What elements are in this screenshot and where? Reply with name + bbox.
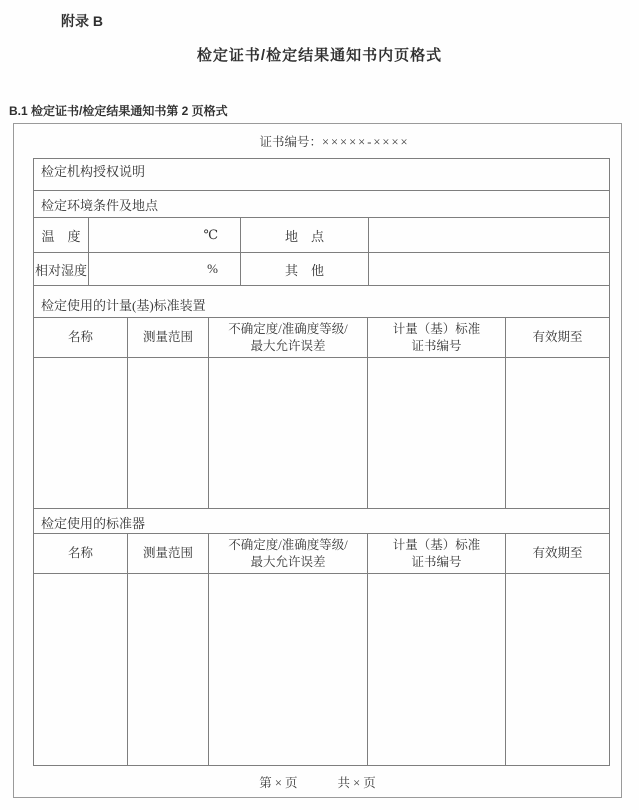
temperature-row <box>34 218 609 253</box>
certificate-number-value: ×××××-×××× <box>321 135 410 149</box>
standards-instrument-section-label: 检定使用的标准器 <box>41 516 146 531</box>
instrument-valid-until-cell <box>506 574 609 765</box>
standards-device-header-row <box>34 318 609 358</box>
certificate-number-label: 证书编号： <box>259 135 322 149</box>
header-uncertainty <box>209 318 368 357</box>
header-standard-cert-line1: 计量（基）标准 <box>392 321 481 336</box>
temperature-label-cell: 温 度 <box>34 218 89 252</box>
header2-valid-until <box>506 534 609 573</box>
environment-row <box>34 191 609 218</box>
humidity-label-cell: 相对湿度 <box>34 253 89 285</box>
device-cert-no-cell <box>368 358 506 508</box>
device-name-cell <box>34 358 128 508</box>
verification-form-table <box>33 158 610 766</box>
header-name <box>34 318 128 357</box>
humidity-value-cell: % <box>89 253 241 285</box>
authorization-label: 检定机构授权说明 <box>41 164 146 179</box>
other-value-cell <box>369 253 609 285</box>
header2-uncertainty <box>209 534 368 573</box>
standards-device-body-row <box>34 358 609 509</box>
other-label-cell: 其 他 <box>241 253 369 285</box>
standards-instrument-section-row <box>34 509 609 534</box>
header2-name-line1: 名称 <box>67 546 93 560</box>
standards-device-section-row <box>34 286 609 318</box>
temperature-value-cell: ℃ <box>89 218 241 252</box>
header2-range <box>128 534 209 573</box>
header-standard-cert-line2: 证书编号 <box>411 338 462 353</box>
instrument-cert-no-cell <box>368 574 506 765</box>
footer-page-number: 第 × 页 <box>259 776 298 790</box>
certificate-page-frame <box>13 123 622 798</box>
header2-valid-until-line1: 有效期至 <box>532 546 583 560</box>
standards-instrument-header-row <box>34 534 609 574</box>
header-uncertainty-line1: 不确定度/准确度等级/ <box>228 321 348 336</box>
device-valid-until-cell <box>506 358 609 508</box>
humidity-row <box>34 253 609 286</box>
standards-instrument-body-row <box>34 574 609 765</box>
footer-total-pages: 共 × 页 <box>337 776 376 790</box>
device-range-cell <box>128 358 209 508</box>
header-range-line1: 测量范围 <box>142 330 193 344</box>
header2-standard-cert-line1: 计量（基）标准 <box>392 537 481 552</box>
header-valid-until-line1: 有效期至 <box>532 330 583 344</box>
header-standard-cert <box>368 318 506 357</box>
page-footer <box>14 773 621 791</box>
header-uncertainty-line2: 最大允许误差 <box>250 338 326 353</box>
standards-device-section-label: 检定使用的计量(基)标准装置 <box>41 298 206 313</box>
certificate-number-line <box>14 132 621 150</box>
appendix-label: 附录 B <box>61 13 103 29</box>
instrument-uncertainty-cell <box>209 574 368 765</box>
header-name-line1: 名称 <box>67 330 93 344</box>
device-uncertainty-cell <box>209 358 368 508</box>
header2-range-line1: 测量范围 <box>142 546 193 560</box>
page-title: 检定证书/检定结果通知书内页格式 <box>196 47 443 64</box>
header2-name <box>34 534 128 573</box>
environment-label: 检定环境条件及地点 <box>41 198 159 213</box>
instrument-range-cell <box>128 574 209 765</box>
location-label-cell: 地 点 <box>241 218 369 252</box>
header2-uncertainty-line2: 最大允许误差 <box>250 554 326 569</box>
section-heading: B.1 检定证书/检定结果通知书第 2 页格式 <box>9 104 228 118</box>
header-range <box>128 318 209 357</box>
header2-uncertainty-line1: 不确定度/准确度等级/ <box>228 537 348 552</box>
instrument-name-cell <box>34 574 128 765</box>
header2-standard-cert-line2: 证书编号 <box>411 554 462 569</box>
authorization-row <box>34 159 609 191</box>
location-value-cell <box>369 218 609 252</box>
header2-standard-cert <box>368 534 506 573</box>
header-valid-until <box>506 318 609 357</box>
